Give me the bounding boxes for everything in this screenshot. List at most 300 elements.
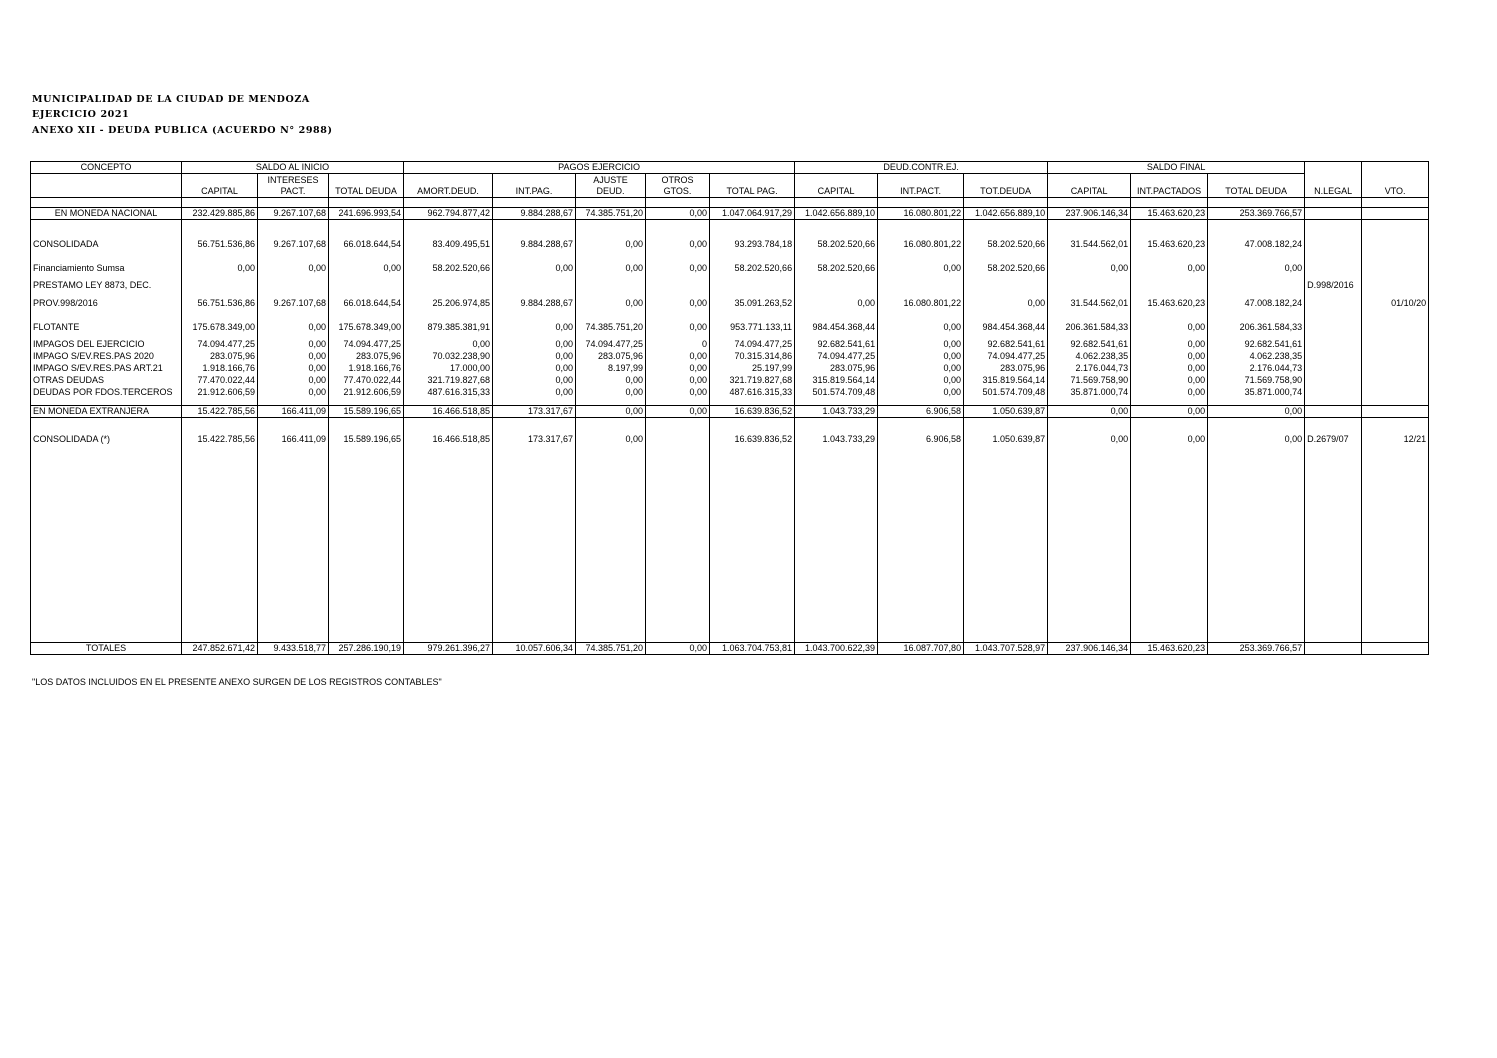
cell-value: 247.852.671,42: [182, 643, 258, 655]
cell-value: [646, 280, 710, 291]
cell-value: 70.032.238,90: [404, 351, 493, 363]
cell-value: 15.422.785,56: [182, 406, 258, 418]
cell-value: [964, 418, 1048, 431]
cell-value: [1131, 280, 1208, 291]
table-row: [31, 430, 1429, 643]
cell-value: 0,00: [182, 256, 258, 280]
cell-value: 175.678.349,00: [182, 315, 258, 339]
col-total-pag: TOTAL PAG.: [710, 174, 795, 198]
cell-value: 74.094.477,25: [329, 339, 404, 351]
cell-value: 31.544.562,01: [1048, 232, 1131, 256]
col-otros-l1: OTROS: [661, 175, 694, 185]
cell-value: [493, 220, 576, 233]
cell-value: 879.385.381,91: [404, 315, 493, 339]
cell-value: 16.466.518,85: [404, 430, 493, 643]
cell-value: 166.411,09: [258, 430, 329, 643]
cell-value: 0,00: [878, 363, 964, 375]
row-label: OTRAS DEUDAS: [31, 375, 182, 387]
cell-value: 283.075,96: [182, 351, 258, 363]
cell-value: [1362, 315, 1429, 339]
cell-value: [1305, 418, 1362, 431]
cell-value: 0,00: [878, 375, 964, 387]
cell-value: [1362, 406, 1429, 418]
cell-value: 0,00: [878, 256, 964, 280]
cell-value: 0,00: [1048, 256, 1131, 280]
cell-value: [329, 418, 404, 431]
cell-value: 58.202.520,66: [795, 256, 878, 280]
cell-value: 0,00: [493, 315, 576, 339]
cell-value: 0,00: [646, 232, 710, 256]
cell-value: 16.639.836,52: [710, 406, 795, 418]
cell-value: [1362, 375, 1429, 387]
cell-value: 71.569.758,90: [1208, 375, 1305, 387]
cell-value: [646, 220, 710, 233]
cell-value: 0,00: [646, 256, 710, 280]
cell-value: [1362, 208, 1429, 220]
cell-value: [1362, 280, 1429, 291]
cell-value: [404, 198, 493, 208]
cell-value: 0,00: [1048, 430, 1131, 643]
cell-value: 92.682.541,61: [964, 339, 1048, 351]
cell-value: [329, 280, 404, 291]
col-otros: [646, 174, 710, 198]
cell-value: 0,00: [258, 375, 329, 387]
cell-value: [258, 418, 329, 431]
cell-value: 12/21: [1362, 430, 1429, 643]
cell-value: 10.057.606,34: [493, 643, 576, 655]
cell-value: [646, 418, 710, 431]
cell-value: 15.589.196,65: [329, 430, 404, 643]
cell-value: 9.433.518,77: [258, 643, 329, 655]
cell-value: 15.589.196,65: [329, 406, 404, 418]
cell-value: [576, 280, 646, 291]
cell-value: 16.639.836,52: [710, 430, 795, 643]
cell-value: 0,00: [1208, 256, 1305, 280]
cell-value: [576, 198, 646, 208]
cell-value: [1362, 232, 1429, 256]
cell-value: [404, 418, 493, 431]
cell-value: 93.293.784,18: [710, 232, 795, 256]
cell-value: 0,00: [1131, 406, 1208, 418]
table-row: [31, 351, 1429, 363]
cell-value: [795, 220, 878, 233]
cell-value: 237.906.146,34: [1048, 208, 1131, 220]
cell-value: 0,00: [878, 351, 964, 363]
cell-value: [1048, 220, 1131, 233]
cell-value: 0,00: [1131, 375, 1208, 387]
table-row: [31, 256, 1429, 280]
row-label: [31, 220, 182, 233]
cell-value: 0,00: [493, 256, 576, 280]
cell-value: 0,00: [576, 406, 646, 418]
cell-value: [710, 280, 795, 291]
group-header-row: [31, 162, 1429, 174]
cell-value: 15.463.620,23: [1131, 232, 1208, 256]
cell-value: 241.696.993,54: [329, 208, 404, 220]
cell-value: 0,00: [1208, 406, 1305, 418]
cell-value: 66.018.644,54: [329, 232, 404, 256]
cell-value: 0,00: [1208, 430, 1305, 643]
cell-value: 0,00: [1131, 351, 1208, 363]
cell-value: 9.884.288,67: [493, 208, 576, 220]
cell-value: [710, 418, 795, 431]
cell-value: 17.000,00: [404, 363, 493, 375]
table-row: [31, 208, 1429, 220]
cell-value: 83.409.495,51: [404, 232, 493, 256]
cell-value: [1208, 280, 1305, 291]
cell-value: 47.008.182,24: [1208, 232, 1305, 256]
cell-value: [493, 198, 576, 208]
cell-value: 0,00: [1048, 406, 1131, 418]
cell-value: [1305, 643, 1362, 655]
row-label: EN MONEDA EXTRANJERA: [31, 406, 182, 418]
cell-value: 321.719.827,68: [404, 375, 493, 387]
cell-value: 25.206.974,85: [404, 291, 493, 315]
row-label: IMPAGO S/EV.RES.PAS 2020: [31, 351, 182, 363]
cell-value: 92.682.541,61: [795, 339, 878, 351]
col-ajuste: [576, 174, 646, 198]
group-concepto: CONCEPTO: [31, 162, 182, 174]
cell-value: 0,00: [576, 375, 646, 387]
col-capital: CAPITAL: [182, 174, 258, 198]
cell-value: 0,00: [258, 351, 329, 363]
cell-value: 66.018.644,54: [329, 291, 404, 315]
cell-value: 237.906.146,34: [1048, 643, 1131, 655]
cell-value: 16.080.801,22: [878, 208, 964, 220]
cell-value: 1.043.707.528,97: [964, 643, 1048, 655]
cell-value: [404, 220, 493, 233]
cell-value: 58.202.520,66: [964, 256, 1048, 280]
cell-value: 35.871.000,74: [1208, 387, 1305, 406]
table-row: [31, 315, 1429, 339]
cell-value: 70.315.314,86: [710, 351, 795, 363]
cell-value: [878, 418, 964, 431]
cell-value: [258, 280, 329, 291]
cell-value: 1.047.064.917,29: [710, 208, 795, 220]
row-label: PROV.998/2016: [31, 291, 182, 315]
col-intereses-l1: INTERESES: [267, 175, 319, 185]
cell-value: [1305, 351, 1362, 363]
cell-value: [576, 418, 646, 431]
cell-value: 1.918.166,76: [329, 363, 404, 375]
cell-value: [1048, 418, 1131, 431]
cell-value: [646, 198, 710, 208]
row-label: DEUDAS POR FDOS.TERCEROS: [31, 387, 182, 406]
col-otros-l2: GTOS.: [663, 186, 692, 196]
col-tot-deuda: TOT.DEUDA: [964, 174, 1048, 198]
table-row: [31, 232, 1429, 256]
row-label: FLOTANTE: [31, 315, 182, 339]
cell-value: 25.197,99: [710, 363, 795, 375]
group-saldo-final: SALDO FINAL: [1048, 162, 1305, 174]
cell-value: [1362, 418, 1429, 431]
cell-value: [878, 220, 964, 233]
cell-value: 0,00: [646, 208, 710, 220]
cell-value: [1362, 256, 1429, 280]
cell-value: 0,00: [1131, 363, 1208, 375]
cell-value: 206.361.584,33: [1048, 315, 1131, 339]
cell-value: [964, 220, 1048, 233]
cell-value: 21.912.606,59: [182, 387, 258, 406]
cell-value: 74.094.477,25: [795, 351, 878, 363]
table-row: [31, 280, 1429, 291]
cell-value: 0,00: [646, 387, 710, 406]
cell-value: 283.075,96: [964, 363, 1048, 375]
col-final-capital: CAPITAL: [1048, 174, 1131, 198]
cell-value: [1305, 375, 1362, 387]
cell-value: 74.094.477,25: [710, 339, 795, 351]
cell-value: 74.094.477,25: [964, 351, 1048, 363]
row-label-prestamo-l1: PRESTAMO LEY 8873, DEC.: [31, 280, 182, 291]
cell-value: 979.261.396,27: [404, 643, 493, 655]
cell-value: 257.286.190,19: [329, 643, 404, 655]
cell-value: [795, 280, 878, 291]
cell-value: 173.317,67: [493, 430, 576, 643]
cell-value: [795, 198, 878, 208]
cell-value: 1.063.704.753,81: [710, 643, 795, 655]
cell-value: 9.267.107,68: [258, 232, 329, 256]
table-row: [31, 375, 1429, 387]
header-line-3: ANEXO XII - DEUDA PUBLICA (ACUERDO N° 2988): [32, 125, 333, 136]
cell-value: 58.202.520,66: [404, 256, 493, 280]
group-blank-1: [1305, 162, 1362, 174]
cell-value: [1305, 198, 1362, 208]
table-row: [31, 220, 1429, 233]
col-concepto: [31, 174, 182, 198]
cell-value: 92.682.541,61: [1208, 339, 1305, 351]
table-body: [31, 198, 1429, 655]
cell-value: [329, 198, 404, 208]
cell-value: 0,00: [576, 387, 646, 406]
cell-value: [1362, 198, 1429, 208]
cell-value: 47.008.182,24: [1208, 291, 1305, 315]
header-line-2: EJERCICIO 2021: [32, 109, 130, 120]
cell-value: [1305, 220, 1362, 233]
cell-value: 8.197,99: [576, 363, 646, 375]
cell-value: 56.751.536,86: [182, 291, 258, 315]
cell-value: 74.385.751,20: [576, 315, 646, 339]
cell-value: 58.202.520,66: [964, 232, 1048, 256]
cell-value: 6.906,58: [878, 406, 964, 418]
cell-value: 77.470.022,44: [329, 375, 404, 387]
table-row: [31, 363, 1429, 375]
cell-value: [576, 220, 646, 233]
table-row: [31, 291, 1429, 315]
cell-value: 74.385.751,20: [576, 643, 646, 655]
cell-value: 315.819.564,14: [795, 375, 878, 387]
cell-value: [1305, 406, 1362, 418]
cell-value: 16.087.707,80: [878, 643, 964, 655]
cell-value: [1305, 291, 1362, 315]
cell-value: 0,00: [878, 315, 964, 339]
col-int-pag: INT.PAG.: [493, 174, 576, 198]
cell-value: 9.267.107,68: [258, 208, 329, 220]
cell-value: 487.616.315,33: [710, 387, 795, 406]
table-row: [31, 643, 1429, 655]
cell-value: [878, 280, 964, 291]
cell-value: [710, 198, 795, 208]
cell-value: 984.454.368,44: [964, 315, 1048, 339]
cell-value: 0,00: [1131, 387, 1208, 406]
cell-value: [710, 220, 795, 233]
cell-value: 9.884.288,67: [493, 232, 576, 256]
cell-value: D.2679/07: [1305, 430, 1362, 643]
group-pagos: PAGOS EJERCICIO: [404, 162, 795, 174]
cell-value: 0,00: [258, 363, 329, 375]
row-label: EN MONEDA NACIONAL: [31, 208, 182, 220]
cell-value: 0,00: [1131, 430, 1208, 643]
table-row: [31, 406, 1429, 418]
cell-value: 0,00: [646, 375, 710, 387]
col-deud-capital: CAPITAL: [795, 174, 878, 198]
cell-value: [1208, 418, 1305, 431]
group-blank-2: [1362, 162, 1429, 174]
footer-note: "LOS DATOS INCLUIDOS EN EL PRESENTE ANEXO SURGEN DE LOS REGISTROS CONTABLES": [32, 677, 442, 687]
cell-value: 31.544.562,01: [1048, 291, 1131, 315]
cell-value: 0,00: [258, 387, 329, 406]
col-amort: AMORT.DEUD.: [404, 174, 493, 198]
cell-value: 0,00: [258, 339, 329, 351]
cell-value: 0,00: [646, 351, 710, 363]
cell-value: 206.361.584,33: [1208, 315, 1305, 339]
cell-value: 2.176.044,73: [1208, 363, 1305, 375]
cell-value: [1208, 220, 1305, 233]
cell-value: 0,00: [964, 291, 1048, 315]
cell-value: [1362, 643, 1429, 655]
cell-value: [964, 280, 1048, 291]
cell-value: 15.463.620,23: [1131, 291, 1208, 315]
cell-value: 0,00: [878, 339, 964, 351]
cell-value: [1305, 363, 1362, 375]
cell-value: 232.429.885,86: [182, 208, 258, 220]
cell-value: 0,00: [493, 375, 576, 387]
cell-value: 0,00: [258, 256, 329, 280]
cell-value: 1.043.700.622,39: [795, 643, 878, 655]
row-label: TOTALES: [31, 643, 182, 655]
cell-value: 0,00: [576, 232, 646, 256]
cell-value: 0,00: [329, 256, 404, 280]
cell-value: 0,00: [646, 363, 710, 375]
cell-value: [182, 220, 258, 233]
cell-value: [258, 198, 329, 208]
cell-value: [1305, 339, 1362, 351]
cell-value: 71.569.758,90: [1048, 375, 1131, 387]
cell-value: [182, 280, 258, 291]
row-label: IMPAGO S/EV.RES.PAS ART.21: [31, 363, 182, 375]
cell-value: [1362, 351, 1429, 363]
cell-value: 166.411,09: [258, 406, 329, 418]
cell-value: 21.912.606,59: [329, 387, 404, 406]
cell-value: [258, 220, 329, 233]
col-int-pact: INT.PACT.: [878, 174, 964, 198]
cell-value: 35.091.263,52: [710, 291, 795, 315]
cell-value: 0,00: [576, 256, 646, 280]
cell-value: 0,00: [646, 643, 710, 655]
cell-value: [1048, 198, 1131, 208]
col-final-total-deuda: TOTAL DEUDA: [1208, 174, 1305, 198]
cell-value: 283.075,96: [795, 363, 878, 375]
cell-value: 0,00: [576, 291, 646, 315]
cell-value: 2.176.044,73: [1048, 363, 1131, 375]
cell-value: 1.918.166,76: [182, 363, 258, 375]
cell-value: 56.751.536,86: [182, 232, 258, 256]
cell-value: 0,00: [258, 315, 329, 339]
cell-value: [404, 280, 493, 291]
cell-value: [1305, 232, 1362, 256]
cell-value: [1048, 280, 1131, 291]
cell-value: [493, 418, 576, 431]
col-intereses-l2: PACT.: [280, 186, 306, 196]
row-label: [31, 418, 182, 431]
cell-value: [1131, 220, 1208, 233]
cell-value: 0,00: [646, 406, 710, 418]
cell-value: [878, 198, 964, 208]
cell-value: [646, 430, 710, 643]
cell-value: 9.884.288,67: [493, 291, 576, 315]
cell-value: 1.043.733,29: [795, 430, 878, 643]
cell-value: 1.050.639,87: [964, 406, 1048, 418]
debt-table: [30, 161, 1429, 655]
cell-value: 16.466.518,85: [404, 406, 493, 418]
cell-value: 501.574.709,48: [964, 387, 1048, 406]
cell-value: [493, 280, 576, 291]
cell-value: 283.075,96: [576, 351, 646, 363]
col-intereses: [258, 174, 329, 198]
cell-value: [1362, 339, 1429, 351]
cell-value: 501.574.709,48: [795, 387, 878, 406]
cell-value: 0,00: [493, 339, 576, 351]
cell-value: 0,00: [1131, 256, 1208, 280]
col-n-legal: N.LEGAL: [1305, 174, 1362, 198]
cell-value: 9.267.107,68: [258, 291, 329, 315]
cell-value: [329, 220, 404, 233]
cell-value: [182, 418, 258, 431]
cell-value: 01/10/20: [1362, 291, 1429, 315]
cell-value: 58.202.520,66: [710, 256, 795, 280]
cell-value: 58.202.520,66: [795, 232, 878, 256]
cell-value: 253.369.766,57: [1208, 643, 1305, 655]
col-total-deuda: TOTAL DEUDA: [329, 174, 404, 198]
cell-value: 253.369.766,57: [1208, 208, 1305, 220]
col-vto: VTO.: [1362, 174, 1429, 198]
cell-value: [1362, 387, 1429, 406]
cell-value: 74.094.477,25: [182, 339, 258, 351]
cell-value: 6.906,58: [878, 430, 964, 643]
cell-value: 0,00: [1131, 315, 1208, 339]
row-label: Financiamiento Sumsa: [31, 256, 182, 280]
cell-value: 15.463.620,23: [1131, 208, 1208, 220]
table-row: [31, 198, 1429, 208]
cell-value: 175.678.349,00: [329, 315, 404, 339]
cell-value: [1305, 315, 1362, 339]
group-saldo-inicio: SALDO AL INICIO: [182, 162, 404, 174]
n-legal-prestamo: D.998/2016: [1305, 280, 1362, 291]
cell-value: 74.094.477,25: [576, 339, 646, 351]
cell-value: 321.719.827,68: [710, 375, 795, 387]
cell-value: [1362, 220, 1429, 233]
cell-value: [1305, 387, 1362, 406]
cell-value: [182, 198, 258, 208]
cell-value: 92.682.541,61: [1048, 339, 1131, 351]
cell-value: 173.317,67: [493, 406, 576, 418]
cell-value: [1131, 198, 1208, 208]
cell-value: 953.771.133,11: [710, 315, 795, 339]
group-deud: DEUD.CONTR.EJ.: [795, 162, 1048, 174]
cell-value: [964, 198, 1048, 208]
cell-value: 0,00: [576, 430, 646, 643]
cell-value: 0,00: [646, 315, 710, 339]
cell-value: [795, 418, 878, 431]
